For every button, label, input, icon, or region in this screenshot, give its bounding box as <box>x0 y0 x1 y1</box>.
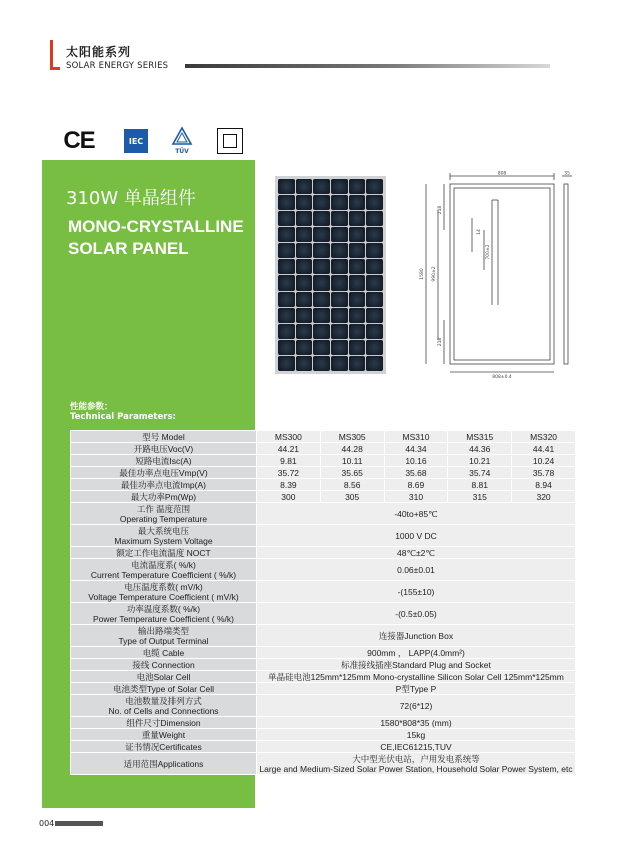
solar-cell <box>313 211 330 226</box>
spec-label-line1: 组件尺寸Dimension <box>126 717 201 728</box>
spec-value-line1: 48℃±2℃ <box>397 547 435 558</box>
class-ii-double-insulation-icon <box>217 128 243 154</box>
solar-cell <box>349 356 366 371</box>
spec-label-line1: 功率温度系数( %/k) <box>126 603 201 614</box>
spec-value-line1: 连接器Junction Box <box>378 630 454 641</box>
spec-label-line1: 重量Weight <box>141 729 186 740</box>
solar-cell <box>313 227 330 242</box>
spec-label-line1: 工作 温度范围 <box>136 503 191 514</box>
solar-cell <box>331 275 348 290</box>
spec-merged-value <box>257 717 576 729</box>
spec-label-line2: Power Temperature Coefficient ( %/k) <box>93 613 234 624</box>
spec-row-label: 最佳功率点电压Vmp(V) <box>71 467 257 479</box>
spec-value-line1: 0.06±0.01 <box>397 564 435 575</box>
solar-cell <box>366 211 383 226</box>
solar-cell <box>366 227 383 242</box>
solar-cell <box>366 324 383 339</box>
spec-merged-value <box>257 683 576 695</box>
solar-cell <box>296 227 313 242</box>
product-title-cn: 310W 单晶组件 <box>66 188 196 209</box>
solar-cell <box>313 324 330 339</box>
spec-value-line1: 1580*808*35 (mm) <box>380 717 452 728</box>
spec-row-label <box>71 717 257 729</box>
product-title-en <box>68 216 244 260</box>
page-number: 004 <box>39 819 55 828</box>
solar-cell <box>349 340 366 355</box>
solar-cell-grid <box>278 179 383 371</box>
spec-row <box>71 671 576 683</box>
spec-cell: 44.34 <box>384 443 448 455</box>
header-title-cn: 太阳能系列 <box>66 45 132 59</box>
solar-cell <box>296 179 313 194</box>
drawing-side-profile <box>564 184 568 364</box>
spec-value-line1: CE,IEC61215,TUV <box>380 741 452 752</box>
solar-cell <box>349 211 366 226</box>
solar-cell <box>296 243 313 258</box>
spec-row <box>71 455 576 467</box>
solar-cell <box>313 356 330 371</box>
solar-cell <box>331 292 348 307</box>
spec-row-label <box>71 671 257 683</box>
spec-cell: 10.24 <box>512 455 576 467</box>
params-label-en: Technical Parameters: <box>70 412 176 422</box>
solar-cell <box>366 243 383 258</box>
solar-panel-image <box>275 176 386 374</box>
spec-row-label: 型号 Model <box>71 431 257 443</box>
spec-row <box>71 753 576 775</box>
spec-row-label <box>71 559 257 581</box>
spec-value-line1: 15kg <box>406 729 426 740</box>
spec-cell: 35.72 <box>257 467 321 479</box>
header-title-en: SOLAR ENERGY SERIES <box>66 61 169 71</box>
spec-row-label <box>71 695 257 717</box>
spec-row-label <box>71 525 257 547</box>
solar-cell <box>313 195 330 210</box>
solar-cell <box>278 340 295 355</box>
solar-cell <box>278 275 295 290</box>
header-accent-mark <box>50 40 53 70</box>
spec-value-line1: P型Type P <box>395 683 437 694</box>
spec-value-line1: 1000 V DC <box>395 530 437 541</box>
solar-cell <box>331 179 348 194</box>
solar-cell <box>366 275 383 290</box>
spec-table <box>70 430 576 775</box>
spec-row-label <box>71 683 257 695</box>
spec-cell: 10.21 <box>448 455 512 467</box>
solar-cell <box>331 356 348 371</box>
solar-cell <box>331 308 348 323</box>
spec-row <box>71 467 576 479</box>
spec-row <box>71 683 576 695</box>
spec-row-label: 最佳功率点电流Imp(A) <box>71 479 257 491</box>
solar-cell <box>349 243 366 258</box>
spec-row <box>71 729 576 741</box>
dim-side: 808±0.4 <box>492 375 512 380</box>
solar-cell <box>313 292 330 307</box>
spec-row-label <box>71 603 257 625</box>
product-title-line2: MONO-CRYSTALLINE <box>68 217 244 236</box>
solar-cell <box>331 243 348 258</box>
spec-row-label <box>71 753 257 775</box>
solar-cell <box>366 259 383 274</box>
spec-row <box>71 431 576 443</box>
spec-cell: 8.56 <box>320 479 384 491</box>
solar-cell <box>296 259 313 274</box>
solar-cell <box>313 179 330 194</box>
solar-cell <box>349 292 366 307</box>
solar-cell <box>278 179 295 194</box>
spec-label-line1: 输出路端类型 <box>137 625 189 636</box>
spec-cell: 44.21 <box>257 443 321 455</box>
spec-row <box>71 741 576 753</box>
params-label-cn: 性能参数： <box>70 402 113 412</box>
drawing-frame-outer <box>450 184 554 364</box>
drawing-frame-inner <box>454 188 550 360</box>
spec-merged-value <box>257 559 576 581</box>
spec-row <box>71 659 576 671</box>
spec-cell: 310 <box>384 491 448 503</box>
spec-cell: 8.39 <box>257 479 321 491</box>
solar-cell <box>278 356 295 371</box>
spec-label-line1: 证书情况Certificates <box>125 741 202 752</box>
spec-cell: MS320 <box>512 431 576 443</box>
solar-cell <box>296 211 313 226</box>
spec-cell: 35.68 <box>384 467 448 479</box>
solar-cell <box>349 179 366 194</box>
solar-cell <box>331 211 348 226</box>
solar-cell <box>278 243 295 258</box>
spec-row <box>71 443 576 455</box>
spec-row <box>71 625 576 647</box>
spec-row-label <box>71 581 257 603</box>
solar-cell <box>349 324 366 339</box>
dimension-drawing <box>410 170 578 380</box>
spec-row <box>71 695 576 717</box>
spec-label-line1: 电池Solar Cell <box>136 671 191 682</box>
spec-label-line2: Maximum System Voltage <box>114 535 213 546</box>
spec-row <box>71 491 576 503</box>
product-title-line3: SOLAR PANEL <box>68 239 189 258</box>
spec-merged-value <box>257 729 576 741</box>
solar-cell <box>331 324 348 339</box>
solar-cell <box>296 275 313 290</box>
spec-cell: 35.74 <box>448 467 512 479</box>
spec-cell: MS315 <box>448 431 512 443</box>
solar-cell <box>331 227 348 242</box>
spec-cell: MS310 <box>384 431 448 443</box>
spec-row <box>71 479 576 491</box>
spec-cell: 10.11 <box>320 455 384 467</box>
spec-label-line1: 最大系统电压 <box>137 525 189 536</box>
spec-merged-value <box>257 603 576 625</box>
solar-cell <box>366 308 383 323</box>
spec-value-line2: Large and Medium-Sized Solar Power Station, Household Solar Power System, etc <box>259 763 573 774</box>
spec-cell: 315 <box>448 491 512 503</box>
spec-row-label <box>71 741 257 753</box>
spec-label-line2: Voltage Temperature Coefficient ( mV/k) <box>88 591 239 602</box>
spec-cell: 8.94 <box>512 479 576 491</box>
spec-label-line1: 电池类型Type of Solar Cell <box>112 683 215 694</box>
spec-cell: 8.81 <box>448 479 512 491</box>
spec-label-line1: 电流温度系( %/k) <box>131 559 196 570</box>
solar-cell <box>296 324 313 339</box>
spec-row-label: 开路电压Voc(V) <box>71 443 257 455</box>
spec-cell: 320 <box>512 491 576 503</box>
dim-top: 218 <box>438 205 443 215</box>
spec-cell: 35.78 <box>512 467 576 479</box>
tuv-logo-icon <box>171 126 193 156</box>
solar-cell <box>313 340 330 355</box>
spec-row-label: 最大功率Pm(Wp) <box>71 491 257 503</box>
solar-cell <box>278 195 295 210</box>
spec-label-line1: 额定工作电流温度 NOCT <box>116 547 211 558</box>
spec-cell: 44.28 <box>320 443 384 455</box>
spec-merged-value <box>257 503 576 525</box>
spec-value-line1: 900mm ， LAPP(4.0mm²) <box>367 647 465 658</box>
dim-height: 1580 <box>420 268 425 280</box>
spec-value-line1: -40to+85℃ <box>394 508 438 519</box>
spec-cell: 9.81 <box>257 455 321 467</box>
spec-value-line1: 单晶硅电池125mm*125mm Mono-crystalline Silicon Solar Cell 125mm*125mm <box>268 671 564 682</box>
spec-cell: 44.36 <box>448 443 512 455</box>
solar-cell <box>313 243 330 258</box>
solar-cell <box>278 211 295 226</box>
solar-cell <box>313 275 330 290</box>
spec-value-line1: -(0.5±0.05) <box>395 608 437 619</box>
spec-merged-value <box>257 581 576 603</box>
spec-merged-value <box>257 525 576 547</box>
solar-cell <box>331 259 348 274</box>
spec-row <box>71 547 576 559</box>
spec-label-line1: 接线 Connection <box>132 659 195 670</box>
spec-merged-value <box>257 647 576 659</box>
spec-row-label <box>71 659 257 671</box>
spec-cell: 305 <box>320 491 384 503</box>
spec-label-line1: 电缆 Cable <box>142 647 185 658</box>
spec-label-line2: Operating Temperature <box>119 513 208 524</box>
ce-mark-icon: CE <box>63 127 95 154</box>
solar-cell <box>366 195 383 210</box>
spec-row-label <box>71 625 257 647</box>
spec-row <box>71 717 576 729</box>
solar-cell <box>349 308 366 323</box>
spec-label-line1: 电池数量及排列方式 <box>125 695 202 706</box>
solar-cell <box>331 340 348 355</box>
solar-cell <box>296 292 313 307</box>
dim-small: 14 <box>477 229 482 235</box>
spec-table-body <box>71 431 576 775</box>
dim-mid: 700±2 <box>486 244 491 260</box>
spec-label-line2: No. of Cells and Connections <box>108 705 219 716</box>
spec-cell: 300 <box>257 491 321 503</box>
spec-row <box>71 603 576 625</box>
solar-cell <box>366 356 383 371</box>
solar-cell <box>296 340 313 355</box>
spec-row-label <box>71 503 257 525</box>
spec-label-line1: 电压温度系数( mV/k) <box>124 581 203 592</box>
header-accent-tick <box>50 67 60 70</box>
spec-cell: 35.65 <box>320 467 384 479</box>
spec-label-line1: 适用范围Applications <box>123 758 204 769</box>
spec-value-line1: 标准接线插座Standard Plug and Socket <box>341 659 491 670</box>
spec-cell: 8.69 <box>384 479 448 491</box>
spec-merged-value <box>257 695 576 717</box>
dim-inner: 990±2 <box>432 266 437 282</box>
spec-value-line1: 大中型光伏电站，户用发电系统等 <box>352 753 480 764</box>
solar-cell <box>278 227 295 242</box>
solar-cell <box>296 356 313 371</box>
solar-cell <box>313 308 330 323</box>
solar-cell <box>331 195 348 210</box>
spec-row-label: 短路电流Isc(A) <box>71 455 257 467</box>
spec-cell: 44.41 <box>512 443 576 455</box>
solar-cell <box>278 308 295 323</box>
solar-cell <box>296 195 313 210</box>
header-divider-bar <box>185 64 550 68</box>
spec-row-label <box>71 547 257 559</box>
footer-bar <box>55 821 103 826</box>
spec-row <box>71 647 576 659</box>
iec-logo-icon: IEC <box>124 129 148 153</box>
spec-value-line1: -(155±10) <box>397 586 435 597</box>
spec-row-label <box>71 647 257 659</box>
spec-merged-value <box>257 659 576 671</box>
solar-cell <box>366 292 383 307</box>
solar-cell <box>366 340 383 355</box>
solar-cell <box>278 324 295 339</box>
solar-cell <box>349 195 366 210</box>
spec-label-line2: Current Temperature Coefficient ( %/k) <box>90 569 237 580</box>
tuv-logo-text: TÜV <box>175 148 189 155</box>
spec-merged-value <box>257 671 576 683</box>
spec-cell: 10.16 <box>384 455 448 467</box>
spec-merged-value <box>257 625 576 647</box>
spec-row <box>71 503 576 525</box>
spec-row-label <box>71 729 257 741</box>
class-ii-inner-square <box>223 134 237 148</box>
solar-cell <box>349 259 366 274</box>
spec-row <box>71 581 576 603</box>
dim-bottom: 218 <box>438 337 443 347</box>
solar-cell <box>278 259 295 274</box>
spec-row <box>71 559 576 581</box>
dim-width: 808 <box>497 171 507 177</box>
solar-cell <box>349 275 366 290</box>
spec-merged-value <box>257 547 576 559</box>
dim-thickness: 35 <box>564 171 570 177</box>
solar-cell <box>313 259 330 274</box>
solar-cell <box>366 179 383 194</box>
spec-cell: MS300 <box>257 431 321 443</box>
solar-cell <box>349 227 366 242</box>
spec-row <box>71 525 576 547</box>
solar-cell <box>296 308 313 323</box>
spec-value-line1: 72(6*12) <box>399 700 433 711</box>
spec-label-line2: Type of Output Terminal <box>118 635 209 646</box>
spec-merged-value <box>257 753 576 775</box>
spec-cell: MS305 <box>320 431 384 443</box>
solar-cell <box>278 292 295 307</box>
spec-merged-value <box>257 741 576 753</box>
